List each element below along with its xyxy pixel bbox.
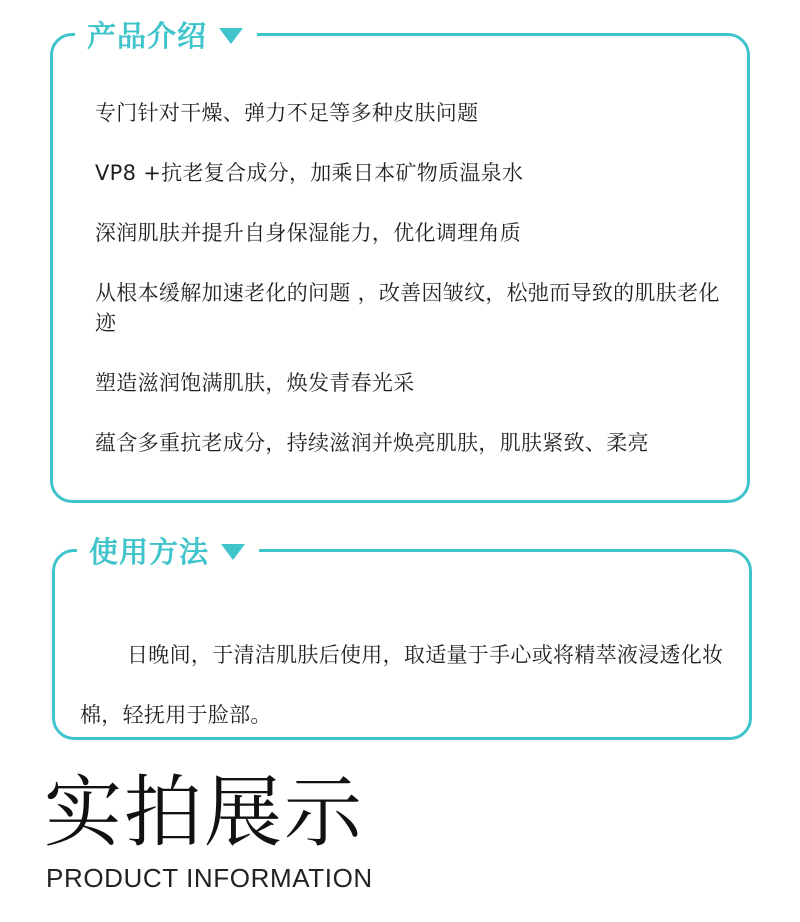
triangle-down-icon	[219, 28, 243, 44]
feature-item: 蕴含多重抗老成分，持续滋润并焕亮肌肤，肌肤紧致、柔亮	[95, 431, 649, 455]
feature-item: 专门针对干燥、弹力不足等多种皮肤问题	[95, 101, 479, 125]
section-title: 产品介绍	[87, 18, 208, 53]
feature-list	[95, 98, 735, 488]
product-intro-section	[50, 18, 750, 503]
triangle-down-icon	[221, 544, 245, 560]
feature-item: VP8 +抗老复合成分，加乘日本矿物质温泉水	[95, 161, 524, 185]
feature-item: 深润肌肤并提升自身保湿能力，优化调理角质	[95, 221, 521, 245]
usage-instructions: 日晚间，于清洁肌肤后使用，取适量于手心或将精萃液浸透化妆棉，轻抚用于脸部。	[80, 643, 724, 727]
section-header	[75, 14, 257, 54]
showcase-title: 实拍展示	[44, 768, 365, 858]
feature-item: 从根本缓解加速老化的问题 ，改善因皱纹，松弛而导致的肌肤老化迹	[95, 281, 720, 335]
feature-item: 塑造滋润饱满肌肤，焕发青春光采	[95, 371, 415, 395]
showcase-subtitle: PRODUCT INFORMATION	[46, 863, 373, 893]
section-title: 使用方法	[89, 534, 210, 569]
section-header	[77, 530, 259, 570]
usage-section	[52, 534, 752, 740]
